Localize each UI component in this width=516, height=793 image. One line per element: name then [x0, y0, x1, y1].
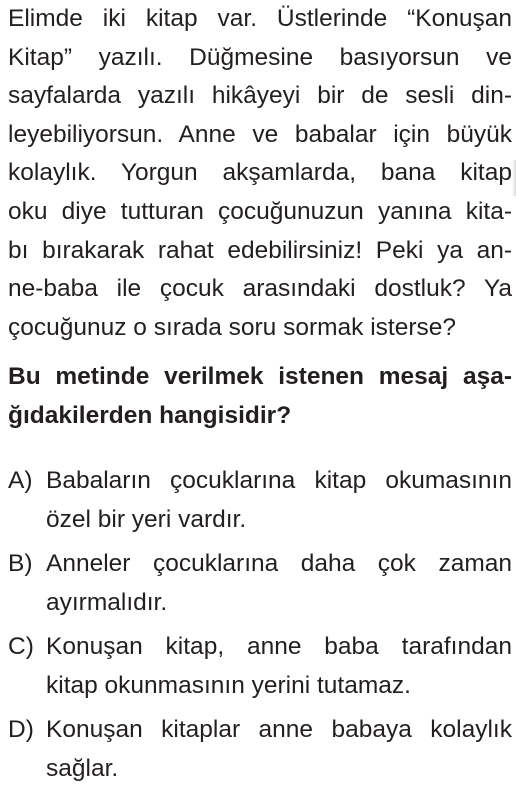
option-line: sağlar.	[46, 755, 119, 782]
option-line: Konuşan kitap, anne baba tarafından	[46, 633, 512, 660]
passage-line: sayfalarda yazılı hikâyeyi bir de sesli din-	[8, 82, 512, 110]
page-edge-shadow	[512, 160, 516, 196]
question-stem	[8, 357, 512, 435]
passage-line: ne-baba ile çocuk arasındaki dostluk? Ya	[8, 275, 512, 303]
option-letter: B)	[8, 550, 33, 577]
option-line: kitap okunmasının yerini tutamaz.	[46, 672, 411, 699]
option-text	[46, 710, 512, 788]
passage-line: leyebiliyorsun. Anne ve babalar için büyük	[8, 120, 512, 148]
option-line: Konuşan kitaplar anne babaya kolaylık	[46, 716, 512, 743]
question-line: ğıdakilerden hangisidir?	[8, 402, 292, 429]
option-line: Anneler çocuklarına daha çok zaman	[46, 550, 512, 577]
option-c[interactable]	[8, 627, 512, 710]
option-letter: C)	[8, 633, 34, 660]
option-text	[46, 627, 512, 705]
option-text	[46, 461, 512, 539]
passage-line: çocuğunuz o sırada soru sormak isterse?	[8, 313, 457, 341]
passage-line: bı bırakarak rahat edebilirsiniz! Peki ya an-	[8, 236, 512, 264]
passage-line: Elimde iki kitap var. Üstlerinde “Konuşan	[8, 5, 512, 32]
option-a[interactable]	[8, 461, 512, 544]
option-line: ayırmalıdır.	[46, 589, 168, 616]
question-line: Bu metinde verilmek istenen mesaj aşa-	[8, 363, 512, 390]
passage-line: Kitap” yazılı. Düğmesine basıyorsun ve	[8, 43, 512, 71]
reading-passage	[8, 0, 512, 347]
option-text	[46, 544, 512, 622]
passage-line: kolaylık. Yorgun akşamlarda, bana kitap	[8, 159, 512, 187]
option-line: özel bir yeri vardır.	[46, 506, 247, 533]
option-letter: D)	[8, 716, 34, 743]
answer-options	[8, 461, 512, 793]
passage-line: oku diye tutturan çocuğunuzun yanına kita-	[8, 197, 512, 225]
option-letter: A)	[8, 467, 33, 494]
option-b[interactable]	[8, 544, 512, 627]
option-line: Babaların çocuklarına kitap okumasının	[46, 467, 512, 494]
